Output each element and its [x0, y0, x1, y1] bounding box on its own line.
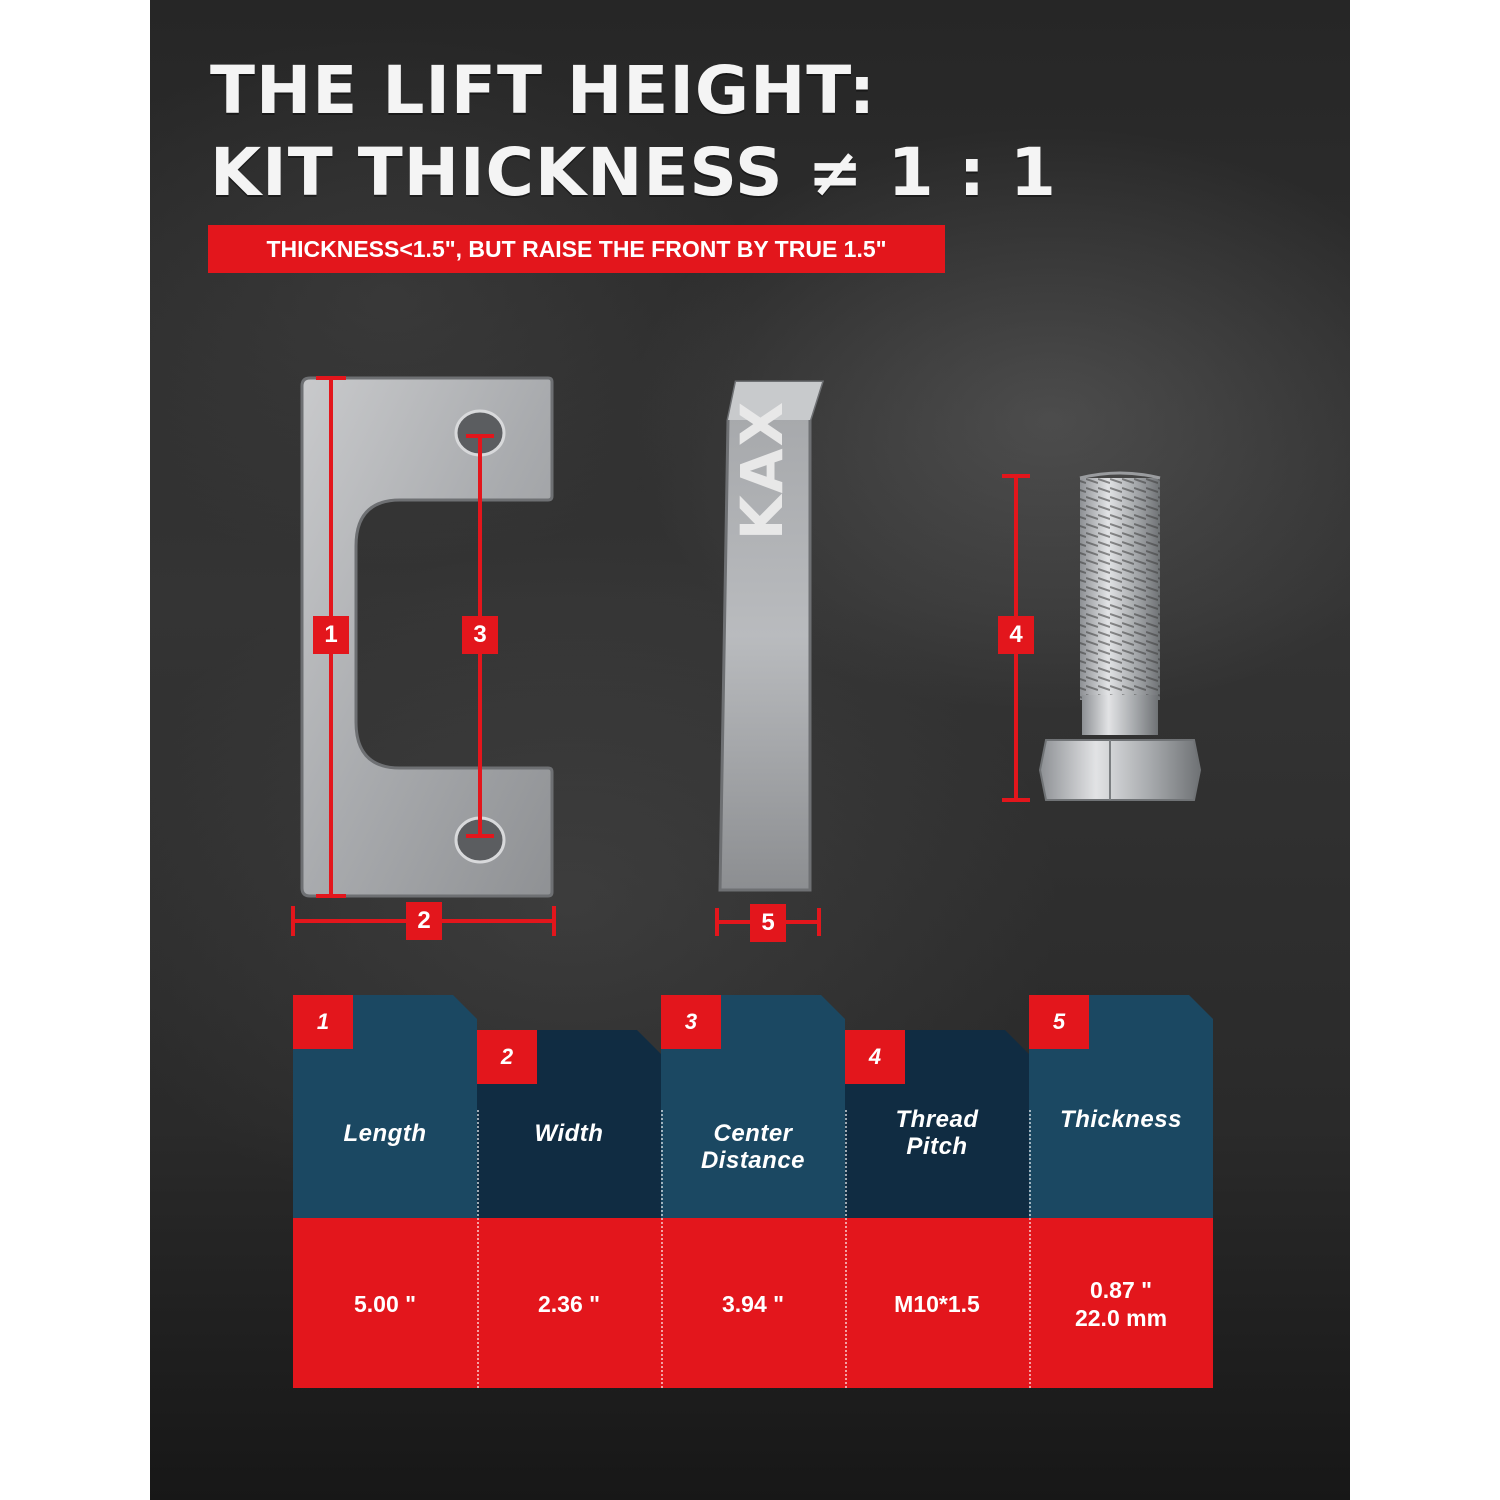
spec-value: M10*1.5	[894, 1291, 980, 1317]
brand-logo: KAX	[728, 399, 796, 541]
spec-value: 0.87 " 22.0 mm	[1074, 1277, 1168, 1331]
column-divider	[477, 1110, 479, 1388]
subtitle-banner: THICKNESS<1.5", BUT RAISE THE FRONT BY TRUE 1.5"	[208, 225, 945, 273]
spec-card-thread-pitch	[845, 0, 1029, 1390]
spec-number-badge: 3	[661, 995, 721, 1049]
column-divider	[1029, 1110, 1031, 1388]
dimension-badge-4: 4	[998, 616, 1034, 654]
dimension-badge-2: 2	[406, 902, 442, 940]
spec-value: 2.36 "	[537, 1291, 601, 1317]
headline-line-1: THE LIFT HEIGHT:	[210, 52, 877, 129]
spec-number-badge: 5	[1029, 995, 1089, 1049]
product-infographic	[150, 0, 1350, 1500]
spec-label: Width	[534, 1120, 604, 1147]
spec-number-badge: 1	[293, 995, 353, 1049]
spec-number-badge: 2	[477, 1030, 537, 1084]
spec-card-length	[293, 0, 477, 1390]
spec-number-badge: 4	[845, 1030, 905, 1084]
spec-label: Thickness	[1060, 1106, 1182, 1133]
spec-card-center-distance	[661, 0, 845, 1390]
dimension-badge-1: 1	[313, 616, 349, 654]
spec-label: Center Distance	[700, 1120, 806, 1174]
spec-card-thickness	[1029, 0, 1213, 1390]
dimension-badge-5: 5	[750, 904, 786, 942]
spec-label: Thread Pitch	[895, 1106, 979, 1160]
spec-value: 3.94 "	[721, 1291, 785, 1317]
dimension-badge-3: 3	[462, 616, 498, 654]
spec-card-width	[477, 0, 661, 1390]
headline-line-2: KIT THICKNESS ≠ 1 : 1	[210, 134, 1057, 211]
spec-label: Length	[343, 1120, 427, 1147]
spec-value: 5.00 "	[353, 1291, 417, 1317]
column-divider	[845, 1110, 847, 1388]
column-divider	[661, 1110, 663, 1388]
